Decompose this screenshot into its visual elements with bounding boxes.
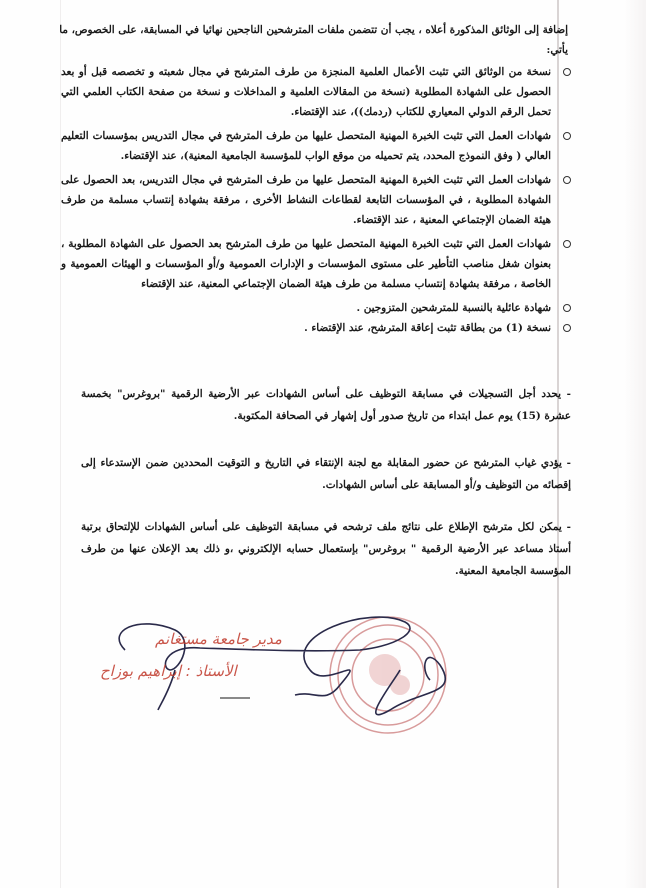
list-item-text: شهادات العمل التي تثبت الخبرة المهنية المتحصل عليها من طرف المترشح بعد الحصول على الشهادة المطلوبة ، بعنوان شغل مناصب التأطير على مستوى المؤسسات و الإدارات العمومية و/أو المؤسسات و الهيئات العمومية و الخاصة ، مرفقة بشهادة إنتساب مسلمة من طرف هيئة الضمان الإجتماعي المعنية، عند الإقتضاء (61, 238, 551, 290)
list-item-text: شهادات العمل التي تثبت الخبرة المهنية المتحصل عليها من طرف المترشح في مجال التدريس، بعد الحصول على الشهادة المطلوبة ، في المؤسسات التابعة لقطاعات النشاط الأخرى ، مرفقة بشهادة إنتساب مسلمة من طرف هيئة الضمان الإجتماعي المعنية ، عند الإقتضاء. (61, 174, 551, 226)
hollow-circle-bullet-icon (563, 176, 571, 184)
list-item (61, 298, 571, 318)
list-item-text: شهادة عائلية بالنسبة للمترشحين المتزوجين . (356, 302, 551, 314)
interview-absence-paragraph: - يؤدي غياب المترشح عن حضور المقابلة مع لجنة الإنتقاء في التاريخ و التوقيت المحددين ضمن الإستدعاء إلى إقصائه من التوظيف و/أو المسابقة على أساس الشهادات. (81, 457, 571, 491)
page-shadow (624, 0, 646, 888)
signature-and-stamp (100, 610, 480, 740)
list-item-text: شهادات العمل التي تثبت الخبرة المهنية المتحصل عليها من طرف المترشح في مجال التدريس بمؤسسات التعليم العالي ( وفق النموذج المحدد، يتم تحميله من موقع الواب للمؤسسة الجامعية المعنية)، عند الإقتضاء. (61, 130, 551, 162)
list-item (61, 234, 571, 294)
hollow-circle-bullet-icon (563, 132, 571, 140)
hollow-circle-bullet-icon (563, 240, 571, 248)
list-item (61, 62, 571, 122)
hollow-circle-bullet-icon (563, 304, 571, 312)
registration-deadline-paragraph: - يحدد أجل التسجيلات في مسابقة التوظيف على أساس الشهادات عبر الأرضية الرقمية "بروغرس" بخمسة عشرة (15) يوم عمل ابتداء من تاريخ صدور أول إشهار في الصحافة المكتوبة. (81, 388, 571, 422)
list-item-text: نسخة (1) من بطاقة تثبت إعاقة المترشح، عند الإقتضاء . (304, 322, 551, 334)
results-access-paragraph: - يمكن لكل مترشح الإطلاع على نتائج ملف ترشحه في مسابقة التوظيف على أساس الشهادات للإلتحاق برتبة أستاذ مساعد عبر الأرضية الرقمية " بروغرس" بإستعمال حسابه الإلكتروني ،و ذلك بعد الإعلان عنها من طرف المؤسسة الجامعية المعنية. (81, 521, 571, 577)
list-item (61, 318, 571, 338)
hollow-circle-bullet-icon (563, 68, 571, 76)
list-item (61, 170, 571, 230)
list-item-text: نسخة من الوثائق التي تثبت الأعمال العلمية المنجزة من طرف المترشح في مجال شعبته و تخصصه قبل أو بعد الحصول على الشهادة المطلوبة (نسخة من المقالات العلمية و المداخلات و نسخة من صفحة الكتاب العلمي التي تحمل الرقم الدولي المعياري للكتاب (ردمك))، عند الإقتضاء. (61, 66, 551, 118)
signatory-name: الأستاذ : إبراهيم بوزاح (100, 662, 237, 680)
intro-paragraph: إضافة إلى الوثائق المذكورة أعلاه ، يجب أن تتضمن ملفات المترشحين الناجحين نهائيا في المسابقة، على الخصوص، ما يأتي: (59, 24, 568, 56)
signatory-title: مدير جامعة مستغانم (155, 630, 282, 648)
hollow-circle-bullet-icon (563, 324, 571, 332)
required-documents-list (61, 62, 571, 342)
list-item (61, 126, 571, 166)
